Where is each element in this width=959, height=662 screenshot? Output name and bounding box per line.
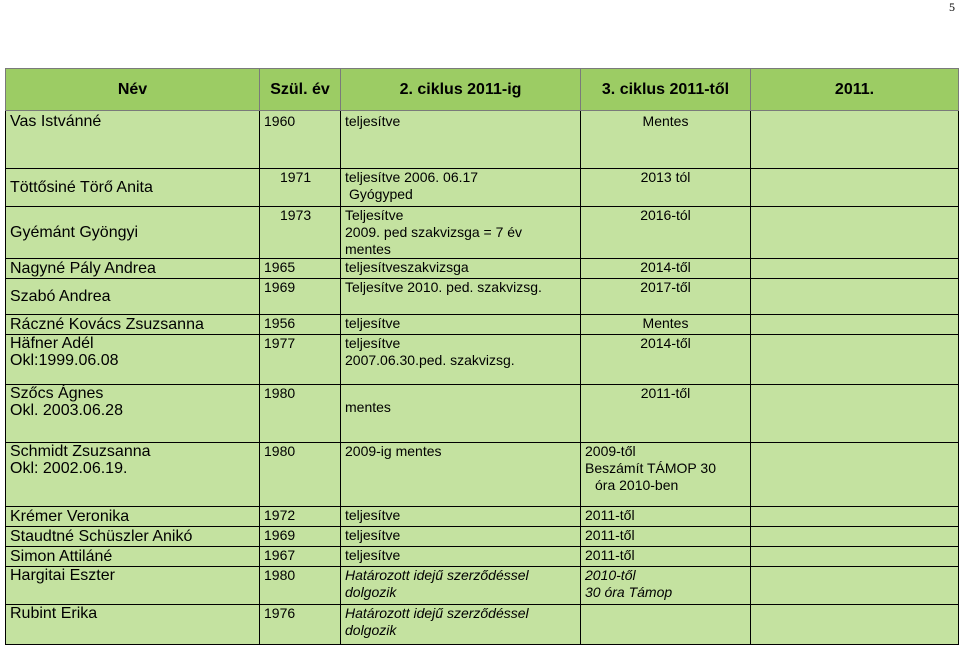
row-year: 1969: [260, 527, 341, 547]
row-year: 1960: [260, 111, 341, 169]
row-cycle2: Határozott idejű szerződéssel dolgozik: [341, 605, 581, 645]
row-year: 1972: [260, 507, 341, 527]
row-year: 1977: [260, 335, 341, 385]
row-cycle3: 2011-től: [581, 507, 751, 527]
row-cycle3: Mentes: [581, 315, 751, 335]
table-row: [6, 507, 959, 527]
row-2011: [751, 207, 959, 259]
table-row: [6, 207, 959, 259]
row-2011: [751, 527, 959, 547]
row-year: 1969: [260, 279, 341, 315]
row-name: Hargitai Eszter: [6, 567, 260, 605]
row-name: Töttősiné Törő Anita: [6, 169, 260, 207]
row-2011: [751, 547, 959, 567]
row-cycle3: Mentes: [581, 111, 751, 169]
row-cycle2: 2009-ig mentes: [341, 443, 581, 507]
row-year: 1980: [260, 567, 341, 605]
staff-table: [5, 68, 959, 645]
table-row: [6, 527, 959, 547]
row-name: Simon Attiláné: [6, 547, 260, 567]
table-row: [6, 259, 959, 279]
row-2011: [751, 111, 959, 169]
row-cycle3: 2009-től Beszámít TÁMOP 30 óra 2010-ben: [581, 443, 751, 507]
row-name: Vas Istvánné: [6, 111, 260, 169]
header-birth-year: Szül. év: [260, 69, 341, 111]
row-2011: [751, 335, 959, 385]
row-cycle3: 2011-től: [581, 547, 751, 567]
row-2011: [751, 567, 959, 605]
row-name: Ráczné Kovács Zsuzsanna: [6, 315, 260, 335]
row-cycle3: [581, 605, 751, 645]
row-name: Gyémánt Gyöngyi: [6, 207, 260, 259]
table-row: [6, 335, 959, 385]
row-cycle3: 2013 tól: [581, 169, 751, 207]
row-2011: [751, 279, 959, 315]
row-cycle2: teljesítve: [341, 507, 581, 527]
row-cycle2: Teljesítve 2009. ped szakvizsga = 7 év mentes: [341, 207, 581, 259]
row-cycle2: teljesítveszakvizsga: [341, 259, 581, 279]
table-row: [6, 605, 959, 645]
row-cycle3: 2010-től 30 óra Támop: [581, 567, 751, 605]
table-row: [6, 279, 959, 315]
row-year: 1956: [260, 315, 341, 335]
row-cycle3: 2014-től: [581, 259, 751, 279]
row-name: Schmidt Zsuzsanna Okl: 2002.06.19.: [6, 443, 260, 507]
header-cycle3: 3. ciklus 2011-től: [581, 69, 751, 111]
header-name: Név: [6, 69, 260, 111]
row-cycle2: Határozott idejű szerződéssel dolgozik: [341, 567, 581, 605]
row-year: 1971: [260, 169, 341, 207]
row-cycle2: teljesítve: [341, 111, 581, 169]
table-row: [6, 443, 959, 507]
row-2011: [751, 605, 959, 645]
row-cycle2: teljesítve: [341, 315, 581, 335]
row-year: 1965: [260, 259, 341, 279]
row-2011: [751, 259, 959, 279]
row-name: Staudtné Schüszler Anikó: [6, 527, 260, 547]
row-year: 1976: [260, 605, 341, 645]
row-cycle3: 2014-től: [581, 335, 751, 385]
header-year: 2011.: [751, 69, 959, 111]
table-row: [6, 385, 959, 443]
row-cycle2: teljesítve 2006. 06.17 Gyógyped: [341, 169, 581, 207]
row-year: 1980: [260, 443, 341, 507]
row-cycle2: teljesítve: [341, 527, 581, 547]
table-row: [6, 567, 959, 605]
row-name: Rubint Erika: [6, 605, 260, 645]
row-name: Krémer Veronika: [6, 507, 260, 527]
row-2011: [751, 507, 959, 527]
row-cycle2: teljesítve 2007.06.30.ped. szakvizsg.: [341, 335, 581, 385]
table-row: [6, 315, 959, 335]
row-name: Szabó Andrea: [6, 279, 260, 315]
row-cycle3: 2016-tól: [581, 207, 751, 259]
row-2011: [751, 443, 959, 507]
row-2011: [751, 169, 959, 207]
row-cycle3: 2011-től: [581, 385, 751, 443]
row-cycle2: Teljesítve 2010. ped. szakvizsg.: [341, 279, 581, 315]
row-cycle2: mentes: [341, 385, 581, 443]
row-year: 1967: [260, 547, 341, 567]
row-name: Nagyné Pály Andrea: [6, 259, 260, 279]
table-row: [6, 547, 959, 567]
header-row: [6, 69, 959, 111]
row-year: 1980: [260, 385, 341, 443]
row-name: Häfner Adél Okl:1999.06.08: [6, 335, 260, 385]
row-year: 1973: [260, 207, 341, 259]
row-cycle3: 2011-től: [581, 527, 751, 547]
row-2011: [751, 315, 959, 335]
page-number: 5: [949, 0, 955, 14]
row-2011: [751, 385, 959, 443]
row-cycle3: 2017-től: [581, 279, 751, 315]
header-cycle2: 2. ciklus 2011-ig: [341, 69, 581, 111]
row-cycle2: teljesítve: [341, 547, 581, 567]
table-row: [6, 111, 959, 169]
table-row: [6, 169, 959, 207]
row-name: Szőcs Ágnes Okl. 2003.06.28: [6, 385, 260, 443]
